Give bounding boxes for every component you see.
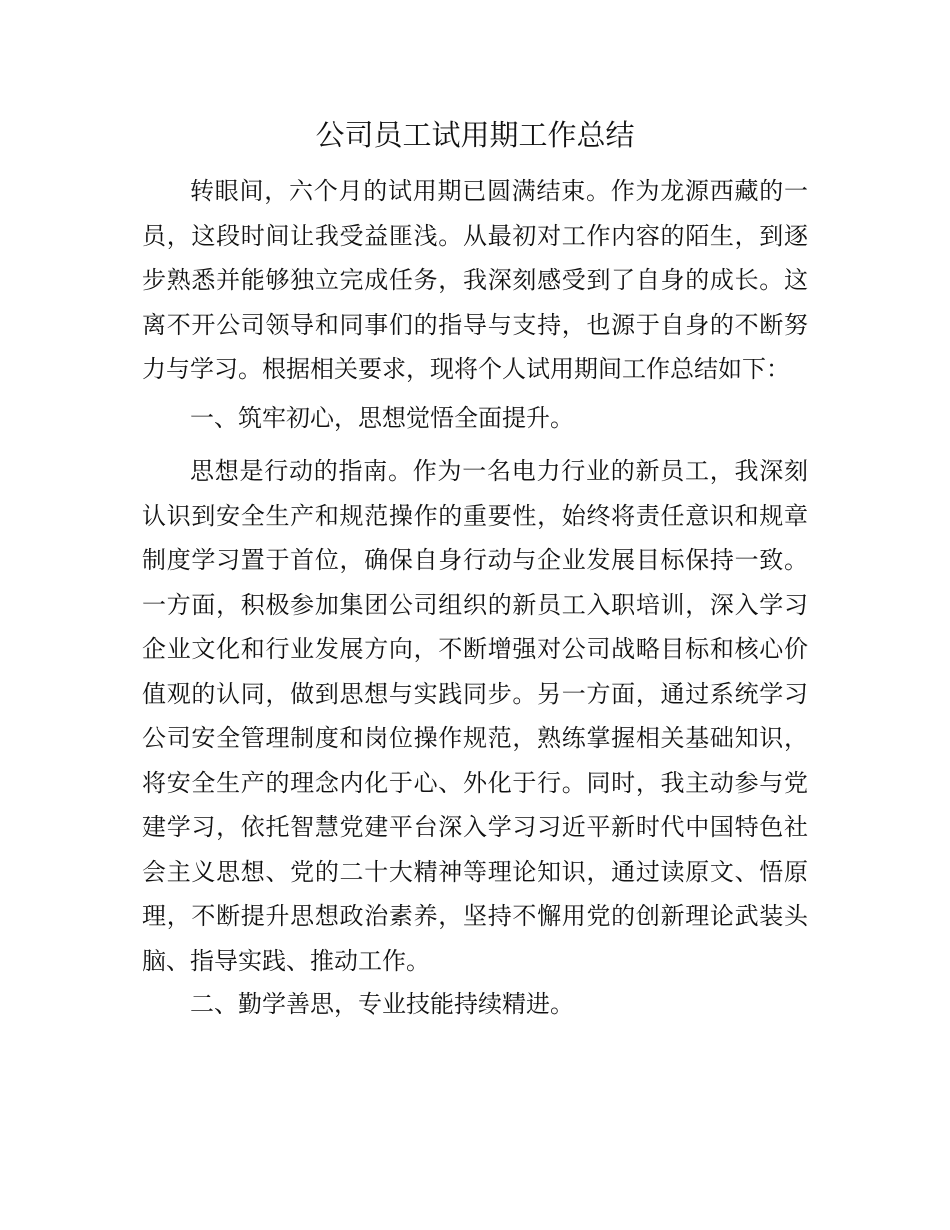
intro-paragraph: 转眼间，六个月的试用期已圆满结束。作为龙源西藏的一员，这段时间让我受益匪浅。从最初对工作内容的陌生，到逐步熟悉并能够独立完成任务，我深刻感受到了自身的成长。这离不开公司领导和同事们的指导与支持，也源于自身的不断努力与学习。根据相关要求，现将个人试用期间工作总结如下： xyxy=(142,177,808,383)
document-title: 公司员工试用期工作总结 xyxy=(315,118,635,152)
section-heading-1: 一、筑牢初心，思想觉悟全面提升。 xyxy=(190,404,574,432)
section-1-paragraph: 思想是行动的指南。作为一名电力行业的新员工，我深刻认识到安全生产和规范操作的重要性，始终将责任意识和规章制度学习置于首位，确保自身行动与企业发展目标保持一致。一方面，积极参加集团公司组织的新员工入职培训，深入学习企业文化和行业发展方向，不断增强对公司战略目标和核心价值观的认同，做到思想与实践同步。另一方面，通过系统学习公司安全管理制度和岗位操作规范，熟练掌握相关基础知识，将安全生产的理念内化于心、外化于行。同时，我主动参与党建学习，依托智慧党建平台深入学习习近平新时代中国特色社会主义思想、党的二十大精神等理论知识，通过读原文、悟原理，不断提升思想政治素养，坚持不懈用党的创新理论武装头脑、指导实践、推动工作。 xyxy=(142,457,808,975)
section-heading-2: 二、勤学善思，专业技能持续精进。 xyxy=(190,990,574,1018)
